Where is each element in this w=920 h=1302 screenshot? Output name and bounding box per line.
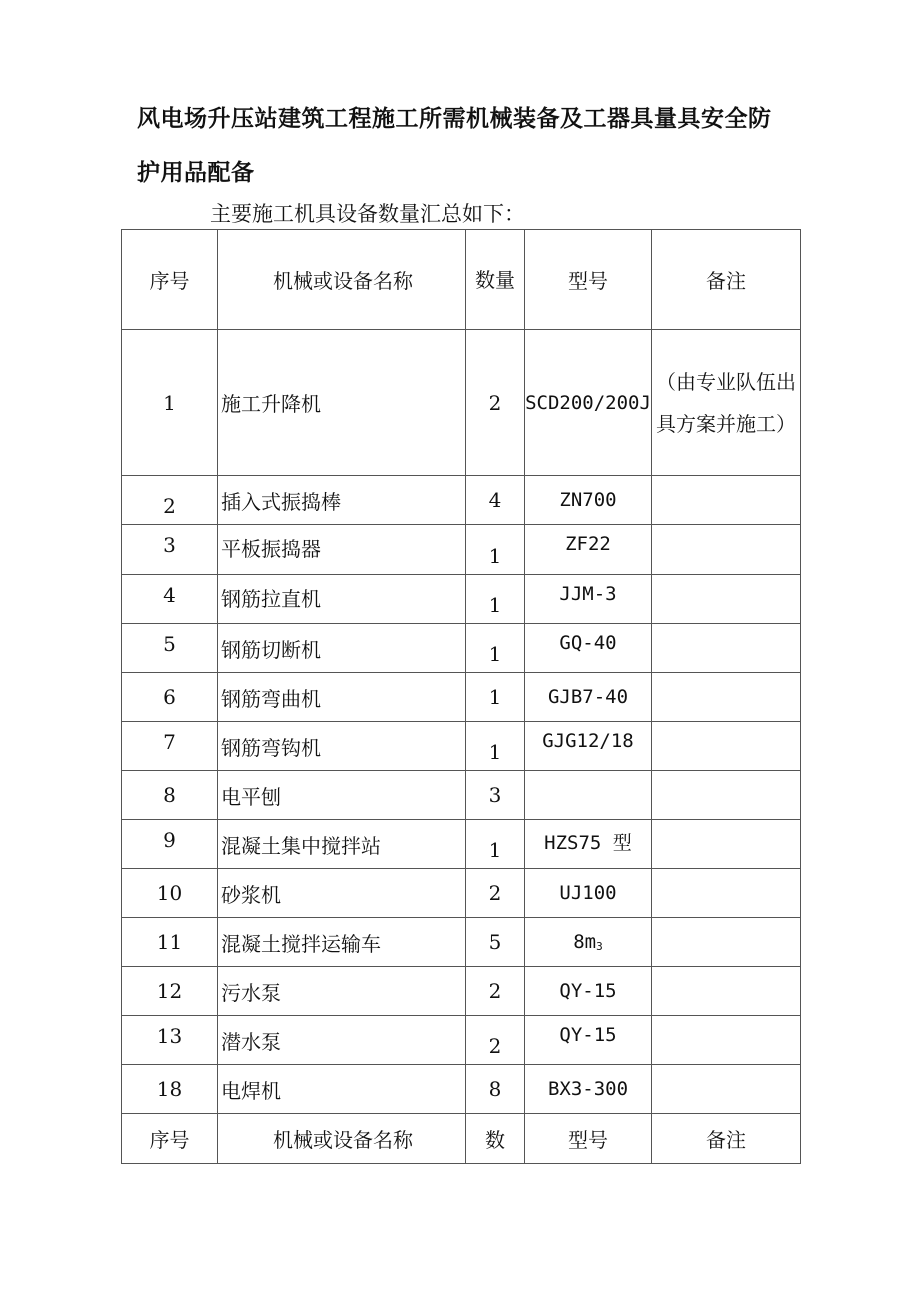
row-no: 3 xyxy=(122,525,218,575)
row-name: 混凝土搅拌运输车 xyxy=(218,918,466,967)
row-model: HZS75 型 xyxy=(525,820,652,869)
row-qty: 3 xyxy=(466,771,525,820)
footer-no: 序号 xyxy=(122,1114,218,1164)
row-qty: 1 xyxy=(466,673,525,722)
table-row xyxy=(122,820,801,869)
row-no: 6 xyxy=(122,673,218,722)
row-model: SCD200/200J xyxy=(525,330,652,476)
header-no: 序号 xyxy=(122,230,218,330)
row-no: 1 xyxy=(122,330,218,476)
row-note xyxy=(652,575,801,624)
row-model xyxy=(525,771,652,820)
row-name: 污水泵 xyxy=(218,967,466,1016)
row-note xyxy=(652,771,801,820)
row-qty: 2 xyxy=(466,967,525,1016)
row-no: 9 xyxy=(122,820,218,869)
table-row xyxy=(122,722,801,771)
row-qty: 1 xyxy=(466,624,525,673)
document-title: 风电场升压站建筑工程施工所需机械装备及工器具量具安全防护用品配备 xyxy=(137,106,772,186)
row-model: JJM-3 xyxy=(525,575,652,624)
table-row xyxy=(122,1016,801,1065)
row-qty: 2 xyxy=(466,869,525,918)
row-qty: 4 xyxy=(466,476,525,525)
equipment-table xyxy=(121,229,801,1164)
row-model xyxy=(525,918,652,967)
row-no: 4 xyxy=(122,575,218,624)
row-no: 7 xyxy=(122,722,218,771)
table-footer-row xyxy=(122,1114,801,1164)
row-note xyxy=(652,1016,801,1065)
row-name: 钢筋弯钩机 xyxy=(218,722,466,771)
row-note xyxy=(652,820,801,869)
table-row xyxy=(122,918,801,967)
row-note xyxy=(652,869,801,918)
row-qty: 2 xyxy=(466,1016,525,1065)
row-model: QY-15 xyxy=(525,1016,652,1065)
row-name: 施工升降机 xyxy=(218,330,466,476)
row-qty: 1 xyxy=(466,525,525,575)
header-qty: 数量 xyxy=(466,230,525,330)
row-no: 18 xyxy=(122,1065,218,1114)
header-model: 型号 xyxy=(525,230,652,330)
table-row xyxy=(122,525,801,575)
row-no: 8 xyxy=(122,771,218,820)
row-qty: 5 xyxy=(466,918,525,967)
row-model: BX3-300 xyxy=(525,1065,652,1114)
model-unit: 3 xyxy=(596,940,603,953)
table-row xyxy=(122,771,801,820)
footer-qty: 数 xyxy=(466,1114,525,1164)
row-qty: 8 xyxy=(466,1065,525,1114)
row-note xyxy=(652,967,801,1016)
header-name: 机械或设备名称 xyxy=(218,230,466,330)
row-name: 潜水泵 xyxy=(218,1016,466,1065)
table-row xyxy=(122,967,801,1016)
row-note xyxy=(652,624,801,673)
footer-note: 备注 xyxy=(652,1114,801,1164)
row-note xyxy=(652,1065,801,1114)
table-intro: 主要施工机具设备数量汇总如下： xyxy=(210,202,525,226)
table-row xyxy=(122,869,801,918)
table-row xyxy=(122,330,801,476)
row-no: 13 xyxy=(122,1016,218,1065)
row-note xyxy=(652,673,801,722)
footer-name: 机械或设备名称 xyxy=(218,1114,466,1164)
table-header-row xyxy=(122,230,801,330)
row-note xyxy=(652,722,801,771)
row-model: UJ100 xyxy=(525,869,652,918)
row-note xyxy=(652,476,801,525)
row-name: 砂浆机 xyxy=(218,869,466,918)
row-model: ZN700 xyxy=(525,476,652,525)
table-row xyxy=(122,624,801,673)
footer-model: 型号 xyxy=(525,1114,652,1164)
row-model: GJB7-40 xyxy=(525,673,652,722)
row-name: 平板振捣器 xyxy=(218,525,466,575)
table-row xyxy=(122,575,801,624)
row-name: 电焊机 xyxy=(218,1065,466,1114)
row-name: 混凝土集中搅拌站 xyxy=(218,820,466,869)
row-name: 钢筋弯曲机 xyxy=(218,673,466,722)
row-no: 10 xyxy=(122,869,218,918)
row-name: 电平刨 xyxy=(218,771,466,820)
row-qty: 1 xyxy=(466,575,525,624)
row-name: 插入式振捣棒 xyxy=(218,476,466,525)
table-row xyxy=(122,1065,801,1114)
row-no: 11 xyxy=(122,918,218,967)
row-note xyxy=(652,918,801,967)
row-no: 2 xyxy=(122,476,218,525)
row-qty: 1 xyxy=(466,820,525,869)
row-qty: 2 xyxy=(466,330,525,476)
row-qty: 1 xyxy=(466,722,525,771)
row-name: 钢筋切断机 xyxy=(218,624,466,673)
row-name: 钢筋拉直机 xyxy=(218,575,466,624)
row-model: GQ-40 xyxy=(525,624,652,673)
table-row xyxy=(122,476,801,525)
header-note: 备注 xyxy=(652,230,801,330)
model-value: 8m xyxy=(573,931,597,953)
row-note: （由专业队伍出具方案并施工） xyxy=(652,330,801,476)
row-no: 12 xyxy=(122,967,218,1016)
table-row xyxy=(122,673,801,722)
row-no: 5 xyxy=(122,624,218,673)
row-model: ZF22 xyxy=(525,525,652,575)
row-model: GJG12/18 xyxy=(525,722,652,771)
row-model: QY-15 xyxy=(525,967,652,1016)
row-note xyxy=(652,525,801,575)
